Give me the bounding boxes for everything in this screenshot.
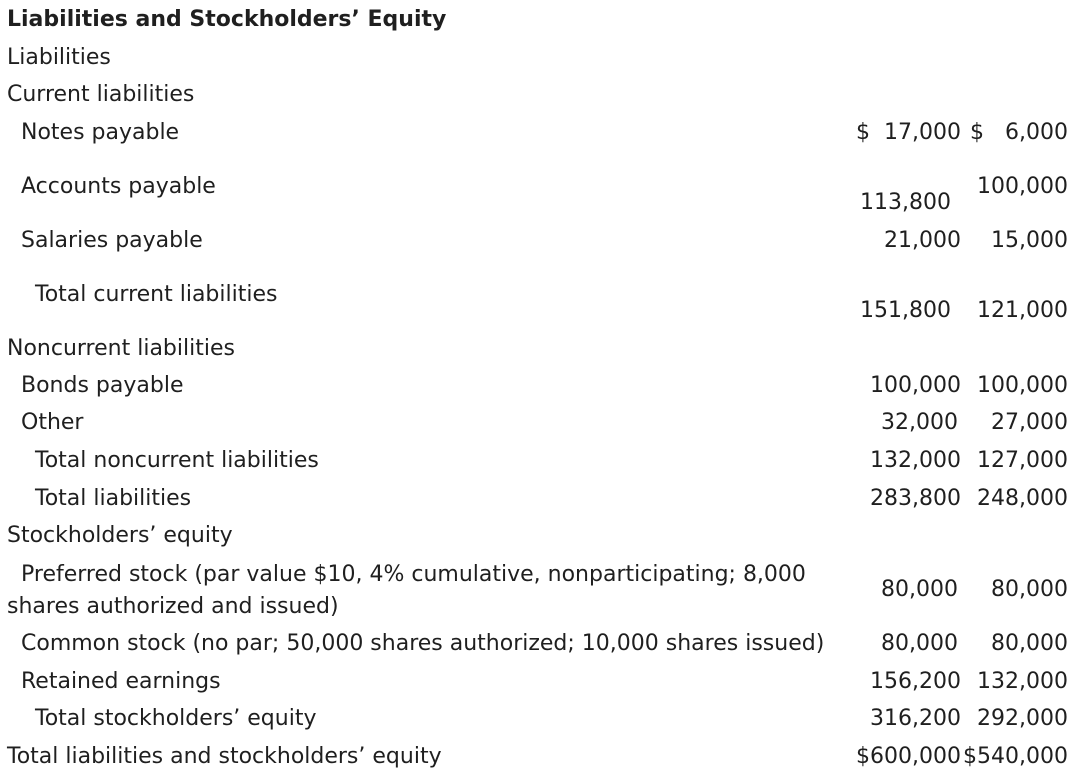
value-bonds-payable-prior: 100,000 (977, 373, 1068, 398)
section-liabilities: Liabilities (7, 45, 111, 70)
value-total-liabilities-prior: 248,000 (977, 486, 1068, 511)
value-other-prior: 27,000 (991, 410, 1068, 435)
row-label-retained-earnings: Retained earnings (21, 669, 221, 694)
value-accounts-payable-prior: 100,000 (977, 174, 1068, 199)
value-accounts-payable-current: 113,800 (860, 190, 951, 215)
value-notes-payable-current: $ 17,000 (856, 120, 961, 145)
value-total-noncurrent-liabilities-prior: 127,000 (977, 448, 1068, 473)
value-other-current: 32,000 (881, 410, 958, 435)
value-total-noncurrent-liabilities-current: 132,000 (870, 448, 961, 473)
value-notes-payable-prior: $ 6,000 (970, 120, 1068, 145)
value-bonds-payable-current: 100,000 (870, 373, 961, 398)
section-stockholders-equity: Stockholders’ equity (7, 523, 233, 548)
value-salaries-payable-prior: 15,000 (991, 228, 1068, 253)
value-preferred-stock-prior: 80,000 (991, 577, 1068, 602)
value-total-stockholders-equity-prior: 292,000 (977, 706, 1068, 731)
value-total-current-liabilities-prior: 121,000 (977, 298, 1068, 323)
row-label-total-liabilities: Total liabilities (35, 486, 192, 511)
section-noncurrent-liabilities: Noncurrent liabilities (7, 336, 235, 361)
row-label-bonds-payable: Bonds payable (21, 373, 184, 398)
value-total-liabilities-current: 283,800 (870, 486, 961, 511)
value-preferred-stock-current: 80,000 (881, 577, 958, 602)
value-total-liabilities-and-equity-prior: $540,000 (963, 744, 1068, 769)
value-common-stock-prior: 80,000 (991, 631, 1068, 656)
row-label-common-stock: Common stock (no par; 50,000 shares authorized; 10,000 shares issued) (21, 631, 825, 656)
row-label-total-current-liabilities: Total current liabilities (35, 282, 278, 307)
row-label-other: Other (21, 410, 84, 435)
value-total-current-liabilities-current: 151,800 (860, 298, 951, 323)
value-salaries-payable-current: 21,000 (884, 228, 961, 253)
section-heading: Liabilities and Stockholders’ Equity (7, 7, 447, 32)
row-label-preferred-stock-line1: Preferred stock (par value $10, 4% cumulative, nonparticipating; 8,000 (21, 562, 806, 587)
row-label-total-liabilities-and-equity: Total liabilities and stockholders’ equity (7, 744, 442, 769)
value-retained-earnings-current: 156,200 (870, 669, 961, 694)
value-common-stock-current: 80,000 (881, 631, 958, 656)
value-total-liabilities-and-equity-current: $600,000 (856, 744, 961, 769)
row-label-total-noncurrent-liabilities: Total noncurrent liabilities (35, 448, 319, 473)
row-label-preferred-stock-line2: shares authorized and issued) (7, 594, 339, 619)
row-label-notes-payable: Notes payable (21, 120, 180, 145)
value-total-stockholders-equity-current: 316,200 (870, 706, 961, 731)
section-current-liabilities: Current liabilities (7, 82, 195, 107)
row-label-total-stockholders-equity: Total stockholders’ equity (35, 706, 317, 731)
row-label-salaries-payable: Salaries payable (21, 228, 203, 253)
value-retained-earnings-prior: 132,000 (977, 669, 1068, 694)
row-label-accounts-payable: Accounts payable (21, 174, 216, 199)
